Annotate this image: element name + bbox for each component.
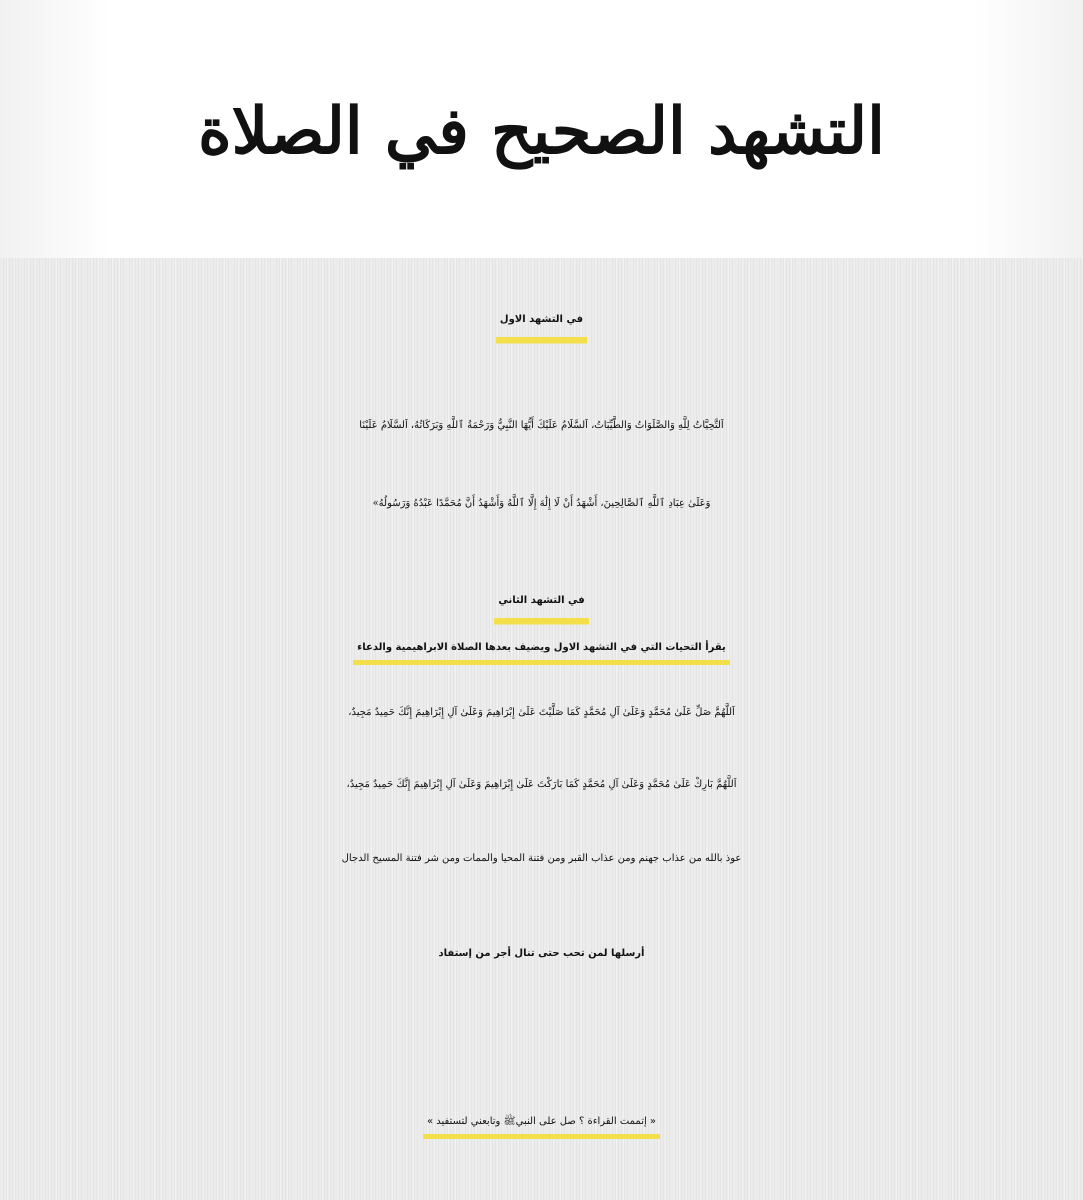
footer-row [0, 1102, 1083, 1142]
salat-ibrahimiyya-line-2: اَللَّهُمَّ بَارِكْ عَلَىٰ مُحَمَّدٍ وَعَلَىٰ آلِ مُحَمَّدٍ كَمَا بَارَكْتَ عَلَىٰ إِبْرَاهِيمَ وَعَلَىٰ آلِ إِبْرَاهِيمَ إِنَّكَ حَمِيدٌ مَجِيدٌ، [346, 779, 737, 790]
second-tashahhud-section [0, 573, 1083, 629]
first-tashahhud-line-1: اَلتَّحِيَّاتُ لِلَّهِ وَالصَّلَوَاتُ وَالطَّيِّبَاتُ، اَلسَّلَامُ عَلَيْكَ أَيُّهَا النَّبِيُّ وَرَحْمَةُ ٱللَّهِ وَبَرَكَاتُهُ، اَلسَّلَامُ عَلَيْنَا [359, 420, 724, 431]
dua-line: عوذ بالله من عذاب جهنم ومن عذاب القبر ومن فتنة المحيا والممات ومن شر فتنة المسيح الدجال [341, 853, 742, 864]
page-title: التشهد الصحيح في الصلاة [198, 94, 885, 169]
first-tashahhud-section [0, 292, 1083, 348]
title-banner [0, 0, 1083, 258]
second-tashahhud-note: يقرأ التحيات التي في التشهد الاول ويضيف بعدها الصلاة الابراهيمية والدعاء [353, 628, 730, 668]
footer-text: « إتممت القراءة ؟ صل على النبيﷺ وتابعني لتستفيد » [423, 1102, 660, 1142]
first-tashahhud-heading: في التشهد الاول [496, 292, 587, 348]
salat-ibrahimiyya-line-1: اَللَّهُمَّ صَلِّ عَلَىٰ مُحَمَّدٍ وَعَلَىٰ آلِ مُحَمَّدٍ كَمَا صَلَّيْتَ عَلَىٰ إِبْرَاهِيمَ وَعَلَىٰ آلِ إِبْرَاهِيمَ إِنَّكَ حَمِيدٌ مَجِيدٌ، [348, 707, 735, 718]
first-tashahhud-line-2: وَعَلَىٰ عِبَادِ ٱللَّهِ ٱلصَّالِحِينَ، أَشْهَدُ أَنْ لَا إِلَٰهَ إِلَّا ٱللَّهُ وَأَشْهَدُ أَنَّ مُحَمَّدًا عَبْدُهُ وَرَسُولُهُ» [372, 498, 711, 509]
second-tashahhud-note-row [0, 628, 1083, 668]
share-text: أرسلها لمن تحب حتى تنال أجر من إستفاد [438, 948, 645, 959]
second-tashahhud-heading: في التشهد الثاني [494, 573, 588, 629]
